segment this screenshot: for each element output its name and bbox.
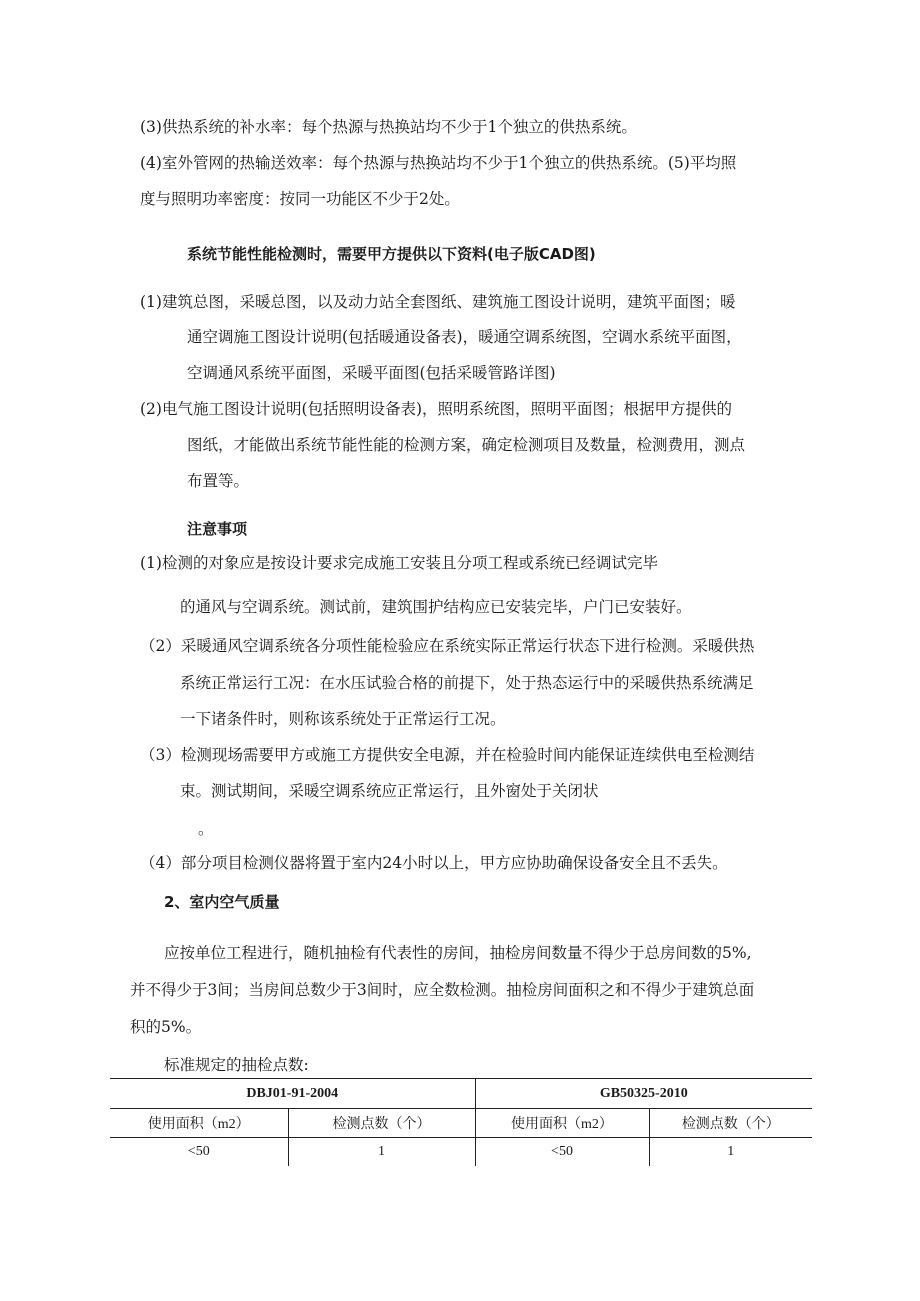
sampling-points-table (110, 1078, 812, 1166)
air-quality-paragraph-line2: 并不得少于3间；当房间总数少于3间时，应全数检测。抽检房间面积之和不得少于建筑总面 (130, 981, 755, 999)
list-item-1-line1: (1)建筑总图，采暖总图，以及动力站全套图纸、建筑施工图设计说明，建筑平面图；暖 (140, 293, 736, 311)
cell-area-1: <50 (110, 1138, 288, 1167)
list-item-1-line3: 空调通风系统平面图，采暖平面图(包括采暖管路详图) (187, 364, 556, 382)
cell-points-2: 1 (649, 1138, 812, 1167)
col-area-2: 使用面积（m2） (475, 1109, 649, 1138)
note-1-line1: (1)检测的对象应是按设计要求完成施工安装且分项工程或系统已经调试完毕 (140, 554, 658, 572)
section-heading-materials: 系统节能性能检测时，需要甲方提供以下资料(电子版CAD图) (187, 245, 596, 263)
list-item-1-line2: 通空调施工图设计说明(包括暖通设备表)，暖通空调系统图，空调水系统平面图， (187, 328, 742, 346)
list-item-2-line3: 布置等。 (187, 472, 250, 490)
table-subheader-row (110, 1109, 812, 1138)
list-item-2-line1: (2)电气施工图设计说明(包括照明设备表)，照明系统图，照明平面图；根据甲方提供的 (140, 400, 733, 418)
note-2-line2: 系统正常运行工况：在水压试验合格的前提下，处于热态运行中的采暖供热系统满足 (180, 674, 754, 692)
paragraph-heat-makeup-rate: (3)供热系统的补水率：每个热源与热换站均不少于1个独立的供热系统。 (140, 118, 637, 136)
col-points-1: 检测点数（个） (288, 1109, 475, 1138)
air-quality-paragraph-line1: 应按单位工程进行，随机抽检有代表性的房间，抽检房间数量不得少于总房间数的5%, (164, 944, 752, 962)
section-heading-air-quality: 2、室内空气质量 (164, 893, 280, 911)
note-3-line3: 。 (198, 820, 214, 838)
note-3-line1: （3）检测现场需要甲方或施工方提供安全电源，并在检验时间内能保证连续供电至检测结 (140, 746, 755, 764)
list-item-2-line2: 图纸，才能做出系统节能性能的检测方案，确定检测项目及数量，检测费用，测点 (187, 436, 746, 454)
cell-points-1: 1 (288, 1138, 475, 1167)
note-1-line2: 的通风与空调系统。测试前，建筑围护结构应已安装完毕，户门已安装好。 (180, 598, 692, 616)
col-area-1: 使用面积（m2） (110, 1109, 288, 1138)
standard-dbj-header: DBJ01-91-2004 (110, 1079, 475, 1109)
note-2-line3: 一下诸条件时，则称该系统处于正常运行工况。 (180, 710, 506, 728)
note-3-line2: 束。测试期间，采暖空调系统应正常运行，且外窗处于关闭状 (180, 782, 599, 800)
paragraph-lighting-density: 度与照明功率密度：按同一功能区不少于2处。 (140, 190, 460, 208)
note-4: （4）部分项目检测仪器将置于室内24小时以上，甲方应协助确保设备安全且不丢失。 (140, 854, 728, 872)
section-heading-notes: 注意事项 (187, 520, 248, 538)
table-caption: 标准规定的抽检点数: (164, 1056, 309, 1074)
table-header-row (110, 1079, 812, 1109)
cell-area-2: <50 (475, 1138, 649, 1167)
paragraph-pipe-efficiency: (4)室外管网的热输送效率：每个热源与热换站均不少于1个独立的供热系统。(5)平均照 (140, 154, 737, 172)
air-quality-paragraph-line3: 积的5%。 (130, 1018, 202, 1036)
note-2-line1: （2）采暖通风空调系统各分项性能检验应在系统实际正常运行状态下进行检测。采暖供热 (140, 637, 755, 655)
col-points-2: 检测点数（个） (649, 1109, 812, 1138)
standard-gb-header: GB50325-2010 (475, 1079, 812, 1109)
table-row (110, 1138, 812, 1167)
